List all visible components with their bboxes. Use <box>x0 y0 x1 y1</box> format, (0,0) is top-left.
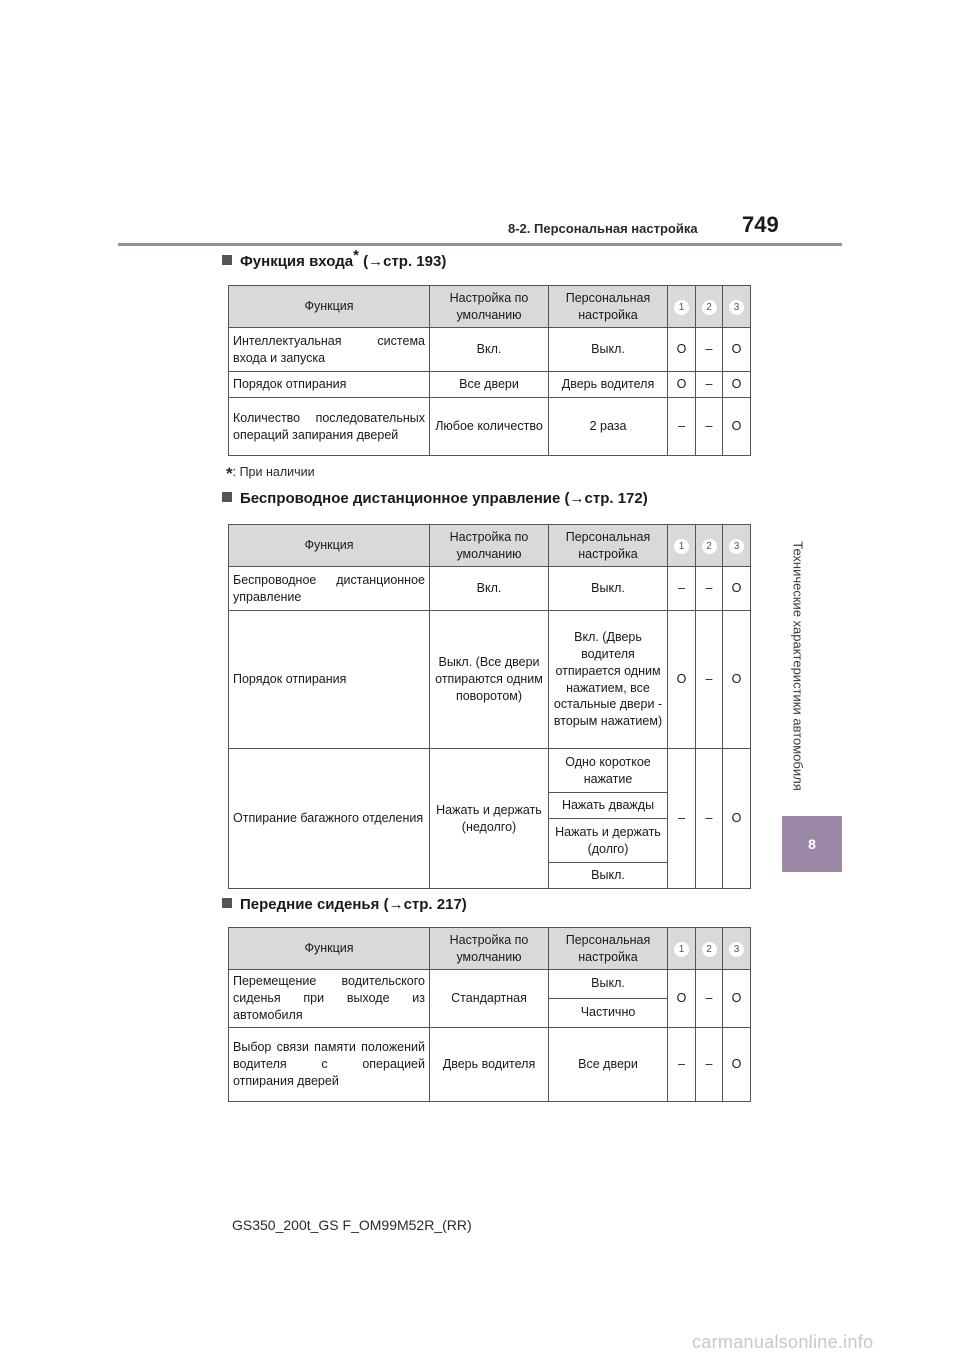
col-function: Функция <box>229 928 430 970</box>
method-2-icon: 2 <box>702 942 717 957</box>
method-1-icon: 1 <box>674 539 689 554</box>
bullet-square-icon <box>222 255 232 265</box>
front-seats-table <box>228 927 751 1102</box>
footnote: *: При наличии <box>226 464 315 483</box>
table-row: Интеллектуальная система входа и запуска Вкл. Выкл. O – O <box>229 328 751 372</box>
method-3-icon: 3 <box>729 539 744 554</box>
table-subrow: Выкл. <box>229 863 751 889</box>
col-function: Функция <box>229 525 430 567</box>
table-row: Отпирание багажного отделения Нажать и держать (недолго) Одно короткое нажатие – – O <box>229 749 751 793</box>
col-default: Настройка по умолчанию <box>430 928 549 970</box>
section-heading-remote: Беспроводное дистанционное управление (→стр. 172) <box>222 490 648 507</box>
col-function: Функция <box>229 286 430 328</box>
col-method-2 <box>696 525 723 567</box>
section-heading-entry: Функция входа* (→стр. 193) <box>222 253 446 270</box>
col-method-2 <box>696 286 723 328</box>
table-row: Количество последовательных операций запирания дверей Любое количество 2 раза – – O <box>229 398 751 456</box>
method-3-icon: 3 <box>729 942 744 957</box>
entry-function-table <box>228 285 751 456</box>
col-method-3 <box>723 286 751 328</box>
table-row: Порядок отпирания Все двери Дверь водителя O – O <box>229 372 751 398</box>
table-header-row <box>229 928 751 970</box>
method-1-icon: 1 <box>674 300 689 315</box>
table-row: Порядок отпирания Выкл. (Все двери отпираются одним поворотом) Вкл. (Дверь водителя отпирается одним нажатием, все остальные двери - вторым нажатием) O – O <box>229 611 751 749</box>
chapter-tab: 8 <box>782 816 842 872</box>
table-header-row <box>229 286 751 328</box>
col-personal: Персональная настройка <box>549 928 668 970</box>
remote-control-table <box>228 524 751 889</box>
running-header-section: 8-2. Персональная настройка <box>508 221 698 236</box>
method-3-icon: 3 <box>729 300 744 315</box>
col-default: Настройка по умолчанию <box>430 286 549 328</box>
page-number: 749 <box>742 212 779 237</box>
col-method-1 <box>668 525 696 567</box>
method-2-icon: 2 <box>702 539 717 554</box>
col-method-2 <box>696 928 723 970</box>
col-method-3 <box>723 525 751 567</box>
document-code-footer: GS350_200t_GS F_OM99M52R_(RR) <box>232 1217 472 1233</box>
col-personal: Персональная настройка <box>549 286 668 328</box>
table-subrow: Нажать дважды <box>229 793 751 819</box>
table-subrow: Частично <box>229 998 751 1027</box>
col-method-3 <box>723 928 751 970</box>
header-divider <box>118 243 842 246</box>
method-1-icon: 1 <box>674 942 689 957</box>
col-method-1 <box>668 286 696 328</box>
col-personal: Персональная настройка <box>549 525 668 567</box>
bullet-square-icon <box>222 898 232 908</box>
section-heading-seats: Передние сиденья (→стр. 217) <box>222 896 467 913</box>
col-method-1 <box>668 928 696 970</box>
table-row: Перемещение водительского сиденья при выходе из автомобиля Стандартная Выкл. O – O <box>229 970 751 999</box>
table-header-row <box>229 525 751 567</box>
col-default: Настройка по умолчанию <box>430 525 549 567</box>
table-row: Выбор связи памяти положений водителя с операцией отпирания дверей Дверь водителя Все двери – – O <box>229 1027 751 1101</box>
bullet-square-icon <box>222 492 232 502</box>
table-row: Беспроводное дистанционное управление Вкл. Выкл. – – O <box>229 567 751 611</box>
method-2-icon: 2 <box>702 300 717 315</box>
table-subrow: Нажать и держать (долго) <box>229 819 751 863</box>
watermark: carmanualsonline.info <box>692 1332 874 1352</box>
